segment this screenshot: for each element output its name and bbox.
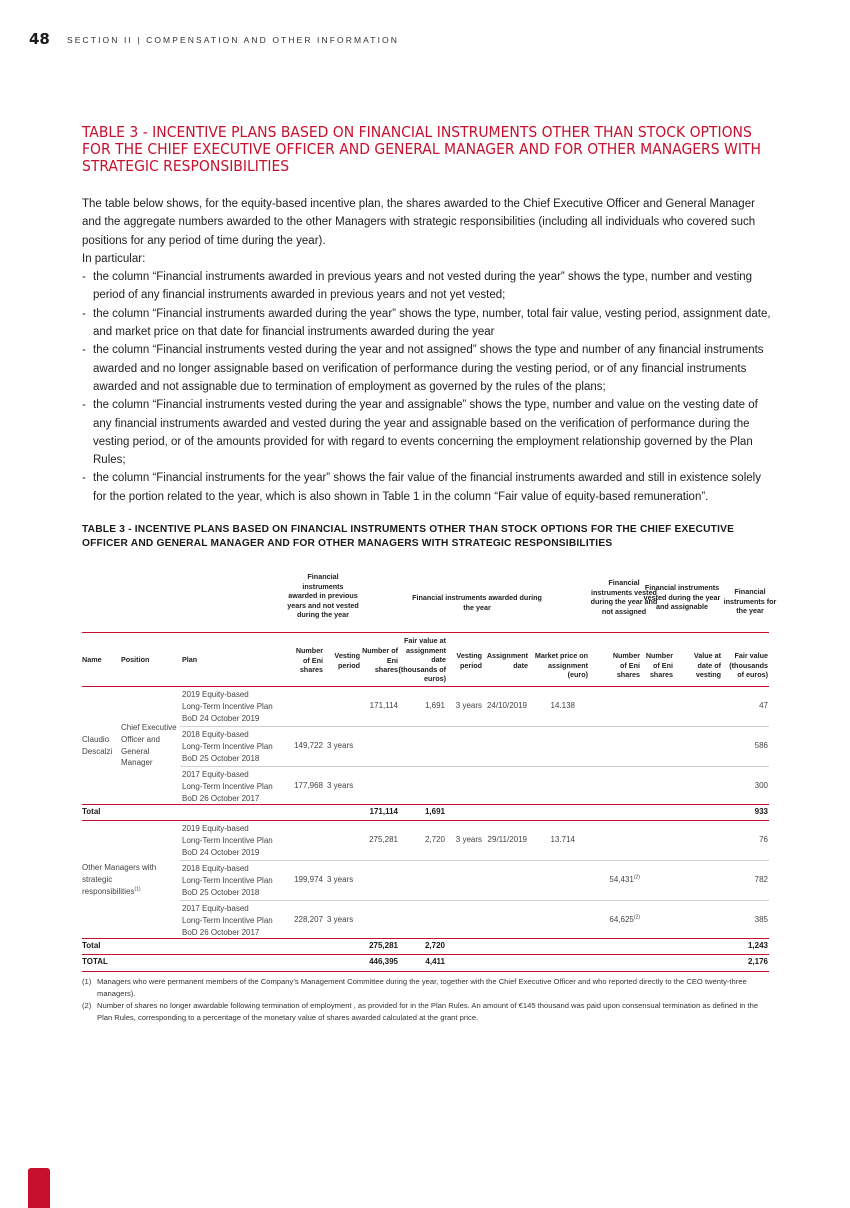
- grand-total-number: 446,395: [369, 957, 398, 966]
- not-assigned-number-cell: [590, 914, 640, 926]
- bullet-item: [82, 469, 772, 506]
- bullet-text: the column “Financial instruments vested during the year and not assigned” shows the type and number of any financial instruments awarded and no longer assignable based on verification of performance during the vesting period, or of any financial instruments awarded and not assignable due to termination of employment as governed by the rules of the plans;: [93, 344, 764, 393]
- total-fair-value: 2,720: [424, 941, 445, 950]
- col-header-assignable-value: Value at date of vesting: [693, 651, 721, 679]
- col-header-year-fair-value: Fair value (thousands of euros): [729, 651, 768, 679]
- plan-cell: [182, 823, 273, 858]
- col-header-not-assigned-number: Number of Eni shares: [612, 651, 640, 679]
- total-rule: [82, 938, 769, 939]
- year-fair-value-cell: 300: [754, 781, 768, 790]
- bullet-item: [82, 305, 772, 342]
- intro-in-particular: In particular:: [82, 252, 146, 265]
- plan-line: Long-Term Incentive Plan: [182, 701, 273, 711]
- row-name-text: Other Managers with strategic responsibilities: [82, 863, 157, 896]
- table-title: TABLE 3 - INCENTIVE PLANS BASED ON FINANCIAL INSTRUMENTS OTHER THAN STOCK OPTIONS FOR THE CHIEF EXECUTIVE OFFICER AND GENERAL MANAGER AND FOR OTHER MANAGERS WITH STRATEGIC RESPONSIBILITIES: [82, 524, 735, 549]
- plan-line: BoD 24 October 2019: [182, 713, 260, 723]
- market-price-cell: 13.714: [550, 835, 575, 844]
- plan-line: 2017 Equity-based: [182, 904, 249, 913]
- plan-line: 2019 Equity-based: [182, 690, 249, 699]
- plan-line: 2017 Equity-based: [182, 770, 249, 779]
- footnote-ref: (2): [633, 914, 640, 921]
- bullet-dash: -: [82, 307, 86, 320]
- col-header-position: Position: [121, 655, 150, 664]
- row-name: Claudio Descalzi: [82, 735, 113, 756]
- bullet-text: the column “Financial instruments awarded in previous years and not vested during the year” shows the type, number and vesting period of any financial instruments awarded in previous years and not yet vested;: [93, 271, 753, 302]
- bullet-text: the column “Financial instruments awarded during the year” shows the type, number, total fair value, vesting period, assignment date, and market price on that date for financial instruments awarded during the year: [93, 307, 771, 339]
- prev-vesting-cell: 3 years: [327, 781, 354, 790]
- prev-vesting-cell: 3 years: [327, 741, 354, 750]
- bullet-dash: -: [82, 344, 86, 357]
- during-number-cell: 171,114: [369, 701, 398, 710]
- total-number: 171,114: [369, 807, 398, 816]
- bullet-dash: -: [82, 399, 86, 412]
- plan-line: BoD 25 October 2018: [182, 753, 260, 763]
- bullet-item: [82, 396, 772, 469]
- col-header-plan: Plan: [182, 655, 198, 664]
- plan-line: 2019 Equity-based: [182, 824, 249, 833]
- footnote-ref: (2): [633, 874, 640, 881]
- bullet-dash: -: [82, 271, 86, 284]
- assignment-date-cell: 29/11/2019: [487, 835, 527, 844]
- group-header-not-assigned: Financial instruments vested during the year and not assigned: [590, 578, 658, 616]
- row-name: [82, 862, 172, 897]
- plan-line: BoD 26 October 2017: [182, 793, 260, 803]
- year-fair-value-cell: 76: [759, 835, 768, 844]
- bullet-text: the column “Financial instruments vested during the year and assignable” shows the type, number and value on the vesting date of any financial instruments awarded and vested during the year and assignable based on the verification of performance during the vesting period, or of the amounts provided for with regard to events concerning the employment relationship governed by the Plan Rules;: [93, 399, 758, 467]
- page-number: 48: [29, 30, 50, 48]
- row-divider: [180, 766, 769, 767]
- page-heading: TABLE 3 - INCENTIVE PLANS BASED ON FINANCIAL INSTRUMENTS OTHER THAN STOCK OPTIONS FOR THE CHIEF EXECUTIVE OFFICER AND GENERAL MANAGER AND FOR OTHER MANAGERS WITH STRATEGIC RESPONSIBILITIES: [82, 123, 761, 175]
- footnote-text: Managers who were permanent members of the Company’s Management Committee during the year, together with the Chief Executive Officer and who reported directly to the CEO twenty-three managers).: [97, 977, 747, 998]
- vesting-cell: 3 years: [455, 835, 482, 844]
- footnote-ref: (1): [134, 885, 141, 892]
- plan-line: Long-Term Incentive Plan: [182, 835, 273, 845]
- plan-cell: [182, 863, 273, 898]
- prev-number-cell: 149,722: [294, 741, 323, 750]
- assignment-date-cell: 24/10/2019: [486, 701, 527, 710]
- col-header-assignable-number: Number of Eni shares: [645, 651, 673, 679]
- header-rule: [82, 632, 769, 633]
- prev-vesting-cell: 3 years: [327, 915, 354, 924]
- market-price-cell: 14.138: [550, 701, 575, 710]
- total-year-fair-value: 1,243: [747, 941, 768, 950]
- group-header-assignable: Financial instruments vested during the year and assignable: [643, 583, 721, 611]
- grand-total-year-fair-value: 2,176: [747, 957, 768, 966]
- group-header-for-year: Financial instruments for the year: [723, 587, 777, 615]
- bullet-text: the column “Financial instruments for the year” shows the fair value of the financial instruments awarded and still in existence solely for the portion related to the year, which is also shown in Table 1 in the column “Fair value of equity-based remuneration”.: [93, 472, 761, 503]
- fair-value-cell: 1,691: [424, 701, 445, 710]
- year-fair-value-cell: 385: [754, 915, 768, 924]
- plan-line: Long-Term Incentive Plan: [182, 875, 273, 885]
- page-tab-marker: [28, 1168, 50, 1208]
- row-divider: [180, 900, 769, 901]
- plan-line: Long-Term Incentive Plan: [182, 781, 273, 791]
- prev-number-cell: 228,207: [294, 915, 323, 924]
- bullet-item: [82, 341, 772, 396]
- bullet-item: [82, 268, 772, 305]
- plan-line: Long-Term Incentive Plan: [182, 741, 273, 751]
- plan-line: 2018 Equity-based: [182, 864, 249, 873]
- grand-total-label: TOTAL: [82, 957, 108, 966]
- vesting-cell: 3 years: [455, 701, 482, 710]
- plan-cell: [182, 769, 273, 804]
- total-bottom-rule: [82, 820, 769, 821]
- not-assigned-number-cell: [590, 874, 640, 886]
- row-divider: [180, 860, 769, 861]
- total-fair-value: 1,691: [424, 807, 445, 816]
- year-fair-value-cell: 47: [759, 701, 768, 710]
- total-label: Total: [82, 941, 101, 950]
- during-number-cell: 275,281: [369, 835, 398, 844]
- plan-line: BoD 26 October 2017: [182, 927, 260, 937]
- plan-line: 2018 Equity-based: [182, 730, 249, 739]
- plan-line: Long-Term Incentive Plan: [182, 915, 273, 925]
- plan-cell: [182, 689, 273, 724]
- col-header-assignment-date: Assignment date: [486, 651, 528, 670]
- row-divider: [180, 726, 769, 727]
- total-label: Total: [82, 807, 101, 816]
- total-number: 275,281: [369, 941, 398, 950]
- prev-number-cell: 199,974: [294, 875, 323, 884]
- not-assigned-value: 54,431: [609, 875, 634, 884]
- col-header-during-vesting: Vesting period: [456, 651, 482, 670]
- group-header-previous: Financial instruments awarded in previous years and not vested during the year: [287, 572, 359, 619]
- section-title: SECTION II | COMPENSATION AND OTHER INFORMATION: [67, 35, 399, 45]
- intro-text: [82, 195, 772, 506]
- fair-value-cell: 2,720: [424, 835, 445, 844]
- col-header-market-price: Market price on assignment (euro): [534, 651, 588, 679]
- plan-line: BoD 25 October 2018: [182, 887, 260, 897]
- intro-paragraph: The table below shows, for the equity-based incentive plan, the shares awarded to the Chief Executive Officer and General Manager and the aggregate numbers awarded to the other Managers with strategic responsibilities (including all individuals who covered such positions for any period of time during the year).: [82, 198, 756, 247]
- grand-total-rule: [82, 954, 769, 955]
- col-header-name: Name: [82, 655, 102, 664]
- row-position: Chief Executive Officer and General Manager: [121, 723, 177, 768]
- footnote-mark: (1): [82, 977, 92, 986]
- footnote-text: Number of shares no longer awardable following termination of employment , as provided for in the Plan Rules. An amount of €145 thousand was paid upon consensual termination as defined in the Plan Rules, corresponding to a percentage of the monetary value of shares awarded calculated at the grant price.: [97, 1001, 759, 1022]
- plan-line: BoD 24 October 2019: [182, 847, 260, 857]
- col-header-prev-number: Number of Eni shares: [295, 646, 323, 674]
- grand-total-fair-value: 4,411: [425, 957, 445, 966]
- not-assigned-value: 64,625: [609, 915, 634, 924]
- bullet-dash: -: [82, 472, 86, 485]
- year-fair-value-cell: 782: [754, 875, 768, 884]
- group-header-during-year: Financial instruments awarded during the year: [412, 593, 542, 612]
- col-header-prev-vesting: Vesting period: [334, 651, 360, 670]
- prev-vesting-cell: 3 years: [327, 875, 354, 884]
- year-fair-value-cell: 586: [754, 741, 768, 750]
- prev-number-cell: 177,968: [294, 781, 323, 790]
- header-bottom-rule: [82, 686, 769, 687]
- plan-cell: [182, 903, 273, 938]
- total-rule: [82, 804, 769, 805]
- col-header-fair-value: Fair value at assignment date (thousands of euros): [398, 636, 446, 683]
- col-header-during-number: Number of Eni shares: [362, 646, 398, 674]
- plan-cell: [182, 729, 273, 764]
- total-year-fair-value: 933: [754, 807, 768, 816]
- footnote-mark: (2): [82, 1001, 92, 1010]
- grand-total-bottom-rule: [82, 971, 769, 972]
